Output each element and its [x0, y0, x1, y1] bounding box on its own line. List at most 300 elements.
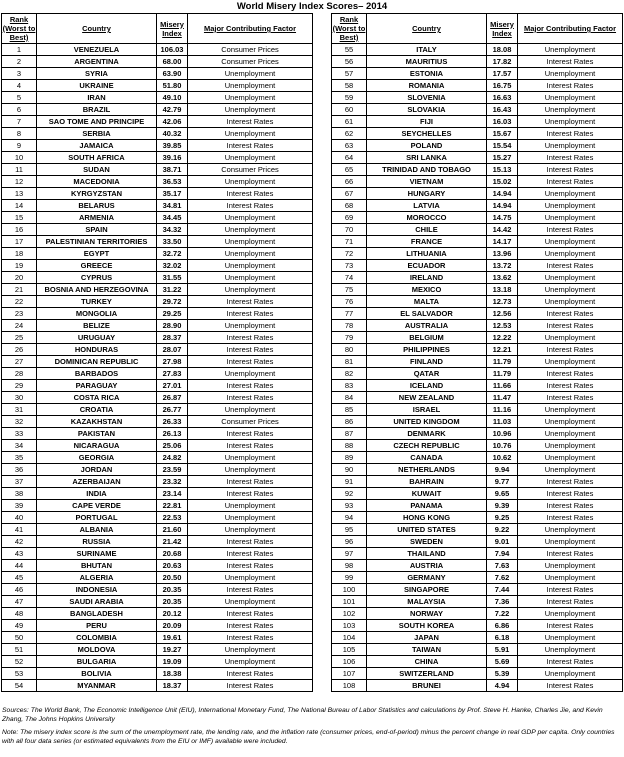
index-cell: 12.22: [487, 332, 518, 344]
table-row: [2, 380, 313, 392]
table-header-row: [2, 14, 313, 44]
country-cell: HONDURAS: [37, 344, 157, 356]
index-cell: 34.32: [157, 224, 188, 236]
table-row: [2, 236, 313, 248]
rank-cell: 41: [2, 524, 37, 536]
index-cell: 33.50: [157, 236, 188, 248]
country-cell: MAURITIUS: [367, 56, 487, 68]
table-row: [332, 464, 623, 476]
country-cell: PAKISTAN: [37, 428, 157, 440]
index-cell: 9.01: [487, 536, 518, 548]
table-row: [2, 500, 313, 512]
index-cell: 31.22: [157, 284, 188, 296]
country-cell: DENMARK: [367, 428, 487, 440]
index-cell: 26.87: [157, 392, 188, 404]
country-cell: SEYCHELLES: [367, 128, 487, 140]
table-row: [332, 332, 623, 344]
table-row: [332, 416, 623, 428]
table-row: [2, 44, 313, 56]
index-cell: 18.38: [157, 668, 188, 680]
rank-cell: 75: [332, 284, 367, 296]
country-cell: FIJI: [367, 116, 487, 128]
table-row: [332, 644, 623, 656]
index-cell: 23.32: [157, 476, 188, 488]
index-cell: 11.47: [487, 392, 518, 404]
index-cell: 4.94: [487, 680, 518, 692]
rank-cell: 15: [2, 212, 37, 224]
table-row: [2, 104, 313, 116]
rank-cell: 56: [332, 56, 367, 68]
factor-cell: Interest Rates: [188, 296, 313, 308]
country-cell: SERBIA: [37, 128, 157, 140]
rank-cell: 78: [332, 320, 367, 332]
table-row: [332, 560, 623, 572]
table-row: [332, 272, 623, 284]
rank-cell: 46: [2, 584, 37, 596]
table-row: [332, 512, 623, 524]
country-cell: BOSNIA AND HERZEGOVINA: [37, 284, 157, 296]
factor-cell: Interest Rates: [518, 620, 623, 632]
header-rank: Rank (Worst to Best): [332, 15, 366, 42]
factor-cell: Interest Rates: [188, 332, 313, 344]
factor-cell: Unemployment: [188, 68, 313, 80]
index-cell: 28.37: [157, 332, 188, 344]
rank-cell: 47: [2, 596, 37, 608]
rank-cell: 68: [332, 200, 367, 212]
index-cell: 40.32: [157, 128, 188, 140]
table-row: [332, 44, 623, 56]
index-cell: 32.72: [157, 248, 188, 260]
table-row: [332, 392, 623, 404]
index-cell: 39.85: [157, 140, 188, 152]
index-cell: 10.96: [487, 428, 518, 440]
country-cell: BELGIUM: [367, 332, 487, 344]
rank-cell: 108: [332, 680, 367, 692]
factor-cell: Unemployment: [188, 212, 313, 224]
country-cell: MOROCCO: [367, 212, 487, 224]
header-country: Country: [37, 14, 157, 44]
index-cell: 22.53: [157, 512, 188, 524]
index-cell: 16.03: [487, 116, 518, 128]
country-cell: DOMINICAN REPUBLIC: [37, 356, 157, 368]
country-cell: SYRIA: [37, 68, 157, 80]
factor-cell: Interest Rates: [518, 656, 623, 668]
country-cell: TRINIDAD AND TOBAGO: [367, 164, 487, 176]
factor-cell: Interest Rates: [518, 152, 623, 164]
index-cell: 11.79: [487, 356, 518, 368]
index-cell: 34.45: [157, 212, 188, 224]
table-row: [332, 68, 623, 80]
table-row: [2, 308, 313, 320]
country-cell: BELIZE: [37, 320, 157, 332]
rank-cell: 92: [332, 488, 367, 500]
country-cell: MALAYSIA: [367, 596, 487, 608]
factor-cell: Interest Rates: [188, 380, 313, 392]
table-row: [2, 296, 313, 308]
index-cell: 24.82: [157, 452, 188, 464]
table-row: [2, 488, 313, 500]
factor-cell: Interest Rates: [188, 608, 313, 620]
country-cell: EL SALVADOR: [367, 308, 487, 320]
rank-cell: 76: [332, 296, 367, 308]
rank-cell: 67: [332, 188, 367, 200]
table-row: [332, 344, 623, 356]
country-cell: VIETNAM: [367, 176, 487, 188]
factor-cell: Unemployment: [188, 152, 313, 164]
table-row: [332, 212, 623, 224]
table-row: [2, 632, 313, 644]
index-cell: 9.25: [487, 512, 518, 524]
rank-cell: 3: [2, 68, 37, 80]
index-cell: 6.86: [487, 620, 518, 632]
table-row: [2, 560, 313, 572]
table-row: [2, 152, 313, 164]
table-row: [2, 176, 313, 188]
table-row: [2, 164, 313, 176]
table-row: [332, 632, 623, 644]
country-cell: SAO TOME AND PRINCIPE: [37, 116, 157, 128]
index-cell: 15.27: [487, 152, 518, 164]
rank-cell: 62: [332, 128, 367, 140]
table-row: [332, 140, 623, 152]
country-cell: CHINA: [367, 656, 487, 668]
table-row: [2, 416, 313, 428]
rank-cell: 37: [2, 476, 37, 488]
index-cell: 28.07: [157, 344, 188, 356]
rank-cell: 53: [2, 668, 37, 680]
country-cell: VENEZUELA: [37, 44, 157, 56]
table-row: [332, 176, 623, 188]
country-cell: UKRAINE: [37, 80, 157, 92]
factor-cell: Interest Rates: [518, 308, 623, 320]
country-cell: CHILE: [367, 224, 487, 236]
table-row: [2, 572, 313, 584]
index-cell: 14.94: [487, 200, 518, 212]
table-row: [2, 404, 313, 416]
factor-cell: Interest Rates: [188, 620, 313, 632]
rank-cell: 101: [332, 596, 367, 608]
rank-cell: 5: [2, 92, 37, 104]
table-row: [332, 668, 623, 680]
country-cell: PORTUGAL: [37, 512, 157, 524]
table-row: [2, 680, 313, 692]
index-cell: 13.62: [487, 272, 518, 284]
country-cell: LATVIA: [367, 200, 487, 212]
index-cell: 12.56: [487, 308, 518, 320]
table-row: [2, 668, 313, 680]
table-row: [2, 440, 313, 452]
index-cell: 13.18: [487, 284, 518, 296]
rank-cell: 77: [332, 308, 367, 320]
index-cell: 15.54: [487, 140, 518, 152]
rank-cell: 24: [2, 320, 37, 332]
index-cell: 14.17: [487, 236, 518, 248]
table-body-left: [2, 44, 313, 692]
factor-cell: Unemployment: [188, 368, 313, 380]
country-cell: JAMAICA: [37, 140, 157, 152]
factor-cell: Interest Rates: [518, 488, 623, 500]
rank-cell: 10: [2, 152, 37, 164]
factor-cell: Unemployment: [518, 452, 623, 464]
factor-cell: Unemployment: [188, 104, 313, 116]
rank-cell: 17: [2, 236, 37, 248]
index-cell: 16.75: [487, 80, 518, 92]
rank-cell: 94: [332, 512, 367, 524]
factor-cell: Unemployment: [188, 92, 313, 104]
country-cell: INDONESIA: [37, 584, 157, 596]
factor-cell: Unemployment: [188, 404, 313, 416]
index-cell: 20.09: [157, 620, 188, 632]
factor-cell: Interest Rates: [518, 260, 623, 272]
factor-cell: Unemployment: [518, 560, 623, 572]
index-cell: 11.66: [487, 380, 518, 392]
country-cell: CZECH REPUBLIC: [367, 440, 487, 452]
rank-cell: 52: [2, 656, 37, 668]
table-row: [2, 188, 313, 200]
table-row: [332, 680, 623, 692]
factor-cell: Unemployment: [518, 608, 623, 620]
table-row: [332, 440, 623, 452]
rank-cell: 102: [332, 608, 367, 620]
factor-cell: Unemployment: [188, 572, 313, 584]
rank-cell: 22: [2, 296, 37, 308]
table-row: [332, 608, 623, 620]
index-cell: 18.08: [487, 44, 518, 56]
index-cell: 14.94: [487, 188, 518, 200]
factor-cell: Unemployment: [518, 572, 623, 584]
rank-cell: 16: [2, 224, 37, 236]
factor-cell: Interest Rates: [518, 392, 623, 404]
rank-cell: 54: [2, 680, 37, 692]
factor-cell: Interest Rates: [518, 596, 623, 608]
rank-cell: 83: [332, 380, 367, 392]
table-row: [332, 404, 623, 416]
index-cell: 32.02: [157, 260, 188, 272]
index-cell: 23.14: [157, 488, 188, 500]
index-cell: 11.03: [487, 416, 518, 428]
country-cell: NICARAGUA: [37, 440, 157, 452]
table-row: [332, 224, 623, 236]
country-cell: THAILAND: [367, 548, 487, 560]
factor-cell: Interest Rates: [518, 368, 623, 380]
country-cell: HUNGARY: [367, 188, 487, 200]
table-row: [332, 236, 623, 248]
rank-cell: 88: [332, 440, 367, 452]
rank-cell: 40: [2, 512, 37, 524]
rank-cell: 96: [332, 536, 367, 548]
index-cell: 10.62: [487, 452, 518, 464]
index-cell: 20.35: [157, 584, 188, 596]
country-cell: SLOVENIA: [367, 92, 487, 104]
footnotes: [2, 706, 620, 750]
table-row: [332, 320, 623, 332]
factor-cell: Unemployment: [518, 140, 623, 152]
index-cell: 26.33: [157, 416, 188, 428]
index-cell: 51.80: [157, 80, 188, 92]
factor-cell: Interest Rates: [188, 308, 313, 320]
factor-cell: Interest Rates: [518, 56, 623, 68]
rank-cell: 8: [2, 128, 37, 140]
rank-cell: 105: [332, 644, 367, 656]
methodology-note: Note: The misery index score is the sum of the unemployment rate, the lending rate, and the inflation rate (consumer prices, end-of-period) minus the percent change in real GDP per capita. Only countries with all four data series (or estimated equivalents from the EIU or IMF) available were included.: [2, 729, 615, 745]
factor-cell: Interest Rates: [518, 176, 623, 188]
table-row: [2, 320, 313, 332]
rank-cell: 11: [2, 164, 37, 176]
factor-cell: Interest Rates: [188, 140, 313, 152]
table-row: [332, 572, 623, 584]
table-body-right: [332, 44, 623, 692]
country-cell: ISRAEL: [367, 404, 487, 416]
factor-cell: Unemployment: [518, 236, 623, 248]
index-cell: 25.06: [157, 440, 188, 452]
factor-cell: Interest Rates: [188, 560, 313, 572]
index-cell: 21.60: [157, 524, 188, 536]
country-cell: AUSTRALIA: [367, 320, 487, 332]
index-cell: 17.82: [487, 56, 518, 68]
factor-cell: Interest Rates: [518, 680, 623, 692]
table-row: [2, 392, 313, 404]
table-row: [2, 644, 313, 656]
rank-cell: 21: [2, 284, 37, 296]
factor-cell: Interest Rates: [518, 224, 623, 236]
rank-cell: 80: [332, 344, 367, 356]
table-row: [2, 452, 313, 464]
country-cell: ALGERIA: [37, 572, 157, 584]
table-row: [332, 476, 623, 488]
index-cell: 63.90: [157, 68, 188, 80]
header-factor: Major Contributing Factor: [188, 14, 313, 44]
rank-cell: 106: [332, 656, 367, 668]
table-row: [332, 248, 623, 260]
country-cell: IRELAND: [367, 272, 487, 284]
rank-cell: 38: [2, 488, 37, 500]
index-cell: 19.27: [157, 644, 188, 656]
rank-cell: 64: [332, 152, 367, 164]
rank-cell: 89: [332, 452, 367, 464]
index-cell: 15.67: [487, 128, 518, 140]
index-cell: 29.25: [157, 308, 188, 320]
rank-cell: 13: [2, 188, 37, 200]
rank-cell: 26: [2, 344, 37, 356]
table-row: [2, 56, 313, 68]
country-cell: JORDAN: [37, 464, 157, 476]
country-cell: KYRGYZSTAN: [37, 188, 157, 200]
rank-cell: 23: [2, 308, 37, 320]
country-cell: PARAGUAY: [37, 380, 157, 392]
index-cell: 20.35: [157, 596, 188, 608]
rank-cell: 70: [332, 224, 367, 236]
factor-cell: Unemployment: [188, 128, 313, 140]
rank-cell: 100: [332, 584, 367, 596]
factor-cell: Unemployment: [188, 176, 313, 188]
factor-cell: Unemployment: [518, 332, 623, 344]
country-cell: ICELAND: [367, 380, 487, 392]
index-cell: 13.72: [487, 260, 518, 272]
index-cell: 12.53: [487, 320, 518, 332]
table-row: [332, 152, 623, 164]
index-cell: 9.39: [487, 500, 518, 512]
index-cell: 20.50: [157, 572, 188, 584]
rank-cell: 45: [2, 572, 37, 584]
rank-cell: 9: [2, 140, 37, 152]
factor-cell: Interest Rates: [188, 356, 313, 368]
factor-cell: Unemployment: [518, 116, 623, 128]
table-row: [332, 584, 623, 596]
factor-cell: Interest Rates: [188, 632, 313, 644]
header-rank: Rank (Worst to Best): [2, 15, 36, 42]
factor-cell: Interest Rates: [188, 668, 313, 680]
rank-cell: 36: [2, 464, 37, 476]
factor-cell: Consumer Prices: [188, 44, 313, 56]
factor-cell: Unemployment: [518, 404, 623, 416]
factor-cell: Interest Rates: [188, 344, 313, 356]
country-cell: ROMANIA: [367, 80, 487, 92]
factor-cell: Interest Rates: [188, 476, 313, 488]
country-cell: LITHUANIA: [367, 248, 487, 260]
ranking-table-left: [1, 13, 313, 692]
table-row: [2, 524, 313, 536]
country-cell: QATAR: [367, 368, 487, 380]
rank-cell: 74: [332, 272, 367, 284]
rank-cell: 93: [332, 500, 367, 512]
rank-cell: 14: [2, 200, 37, 212]
index-cell: 20.63: [157, 560, 188, 572]
rank-cell: 72: [332, 248, 367, 260]
factor-cell: Interest Rates: [188, 116, 313, 128]
factor-cell: Interest Rates: [188, 548, 313, 560]
country-cell: ARMENIA: [37, 212, 157, 224]
index-cell: 26.13: [157, 428, 188, 440]
country-cell: FRANCE: [367, 236, 487, 248]
table-row: [332, 488, 623, 500]
factor-cell: Unemployment: [518, 536, 623, 548]
index-cell: 22.81: [157, 500, 188, 512]
rank-cell: 104: [332, 632, 367, 644]
table-row: [2, 212, 313, 224]
country-cell: IRAN: [37, 92, 157, 104]
index-cell: 68.00: [157, 56, 188, 68]
factor-cell: Interest Rates: [518, 584, 623, 596]
country-cell: FINLAND: [367, 356, 487, 368]
country-cell: INDIA: [37, 488, 157, 500]
country-cell: URUGUAY: [37, 332, 157, 344]
factor-cell: Interest Rates: [518, 380, 623, 392]
rank-cell: 30: [2, 392, 37, 404]
rank-cell: 95: [332, 524, 367, 536]
table-row: [2, 608, 313, 620]
index-cell: 14.42: [487, 224, 518, 236]
factor-cell: Unemployment: [518, 248, 623, 260]
rank-cell: 42: [2, 536, 37, 548]
table-row: [2, 368, 313, 380]
index-cell: 7.22: [487, 608, 518, 620]
factor-cell: Interest Rates: [188, 428, 313, 440]
table-row: [2, 344, 313, 356]
index-cell: 14.75: [487, 212, 518, 224]
table-row: [2, 80, 313, 92]
factor-cell: Unemployment: [518, 524, 623, 536]
index-cell: 5.39: [487, 668, 518, 680]
country-cell: AUSTRIA: [367, 560, 487, 572]
country-cell: ECUADOR: [367, 260, 487, 272]
factor-cell: Unemployment: [518, 296, 623, 308]
factor-cell: Interest Rates: [518, 512, 623, 524]
rank-cell: 51: [2, 644, 37, 656]
country-cell: COSTA RICA: [37, 392, 157, 404]
factor-cell: Interest Rates: [518, 128, 623, 140]
index-cell: 18.37: [157, 680, 188, 692]
rank-cell: 107: [332, 668, 367, 680]
